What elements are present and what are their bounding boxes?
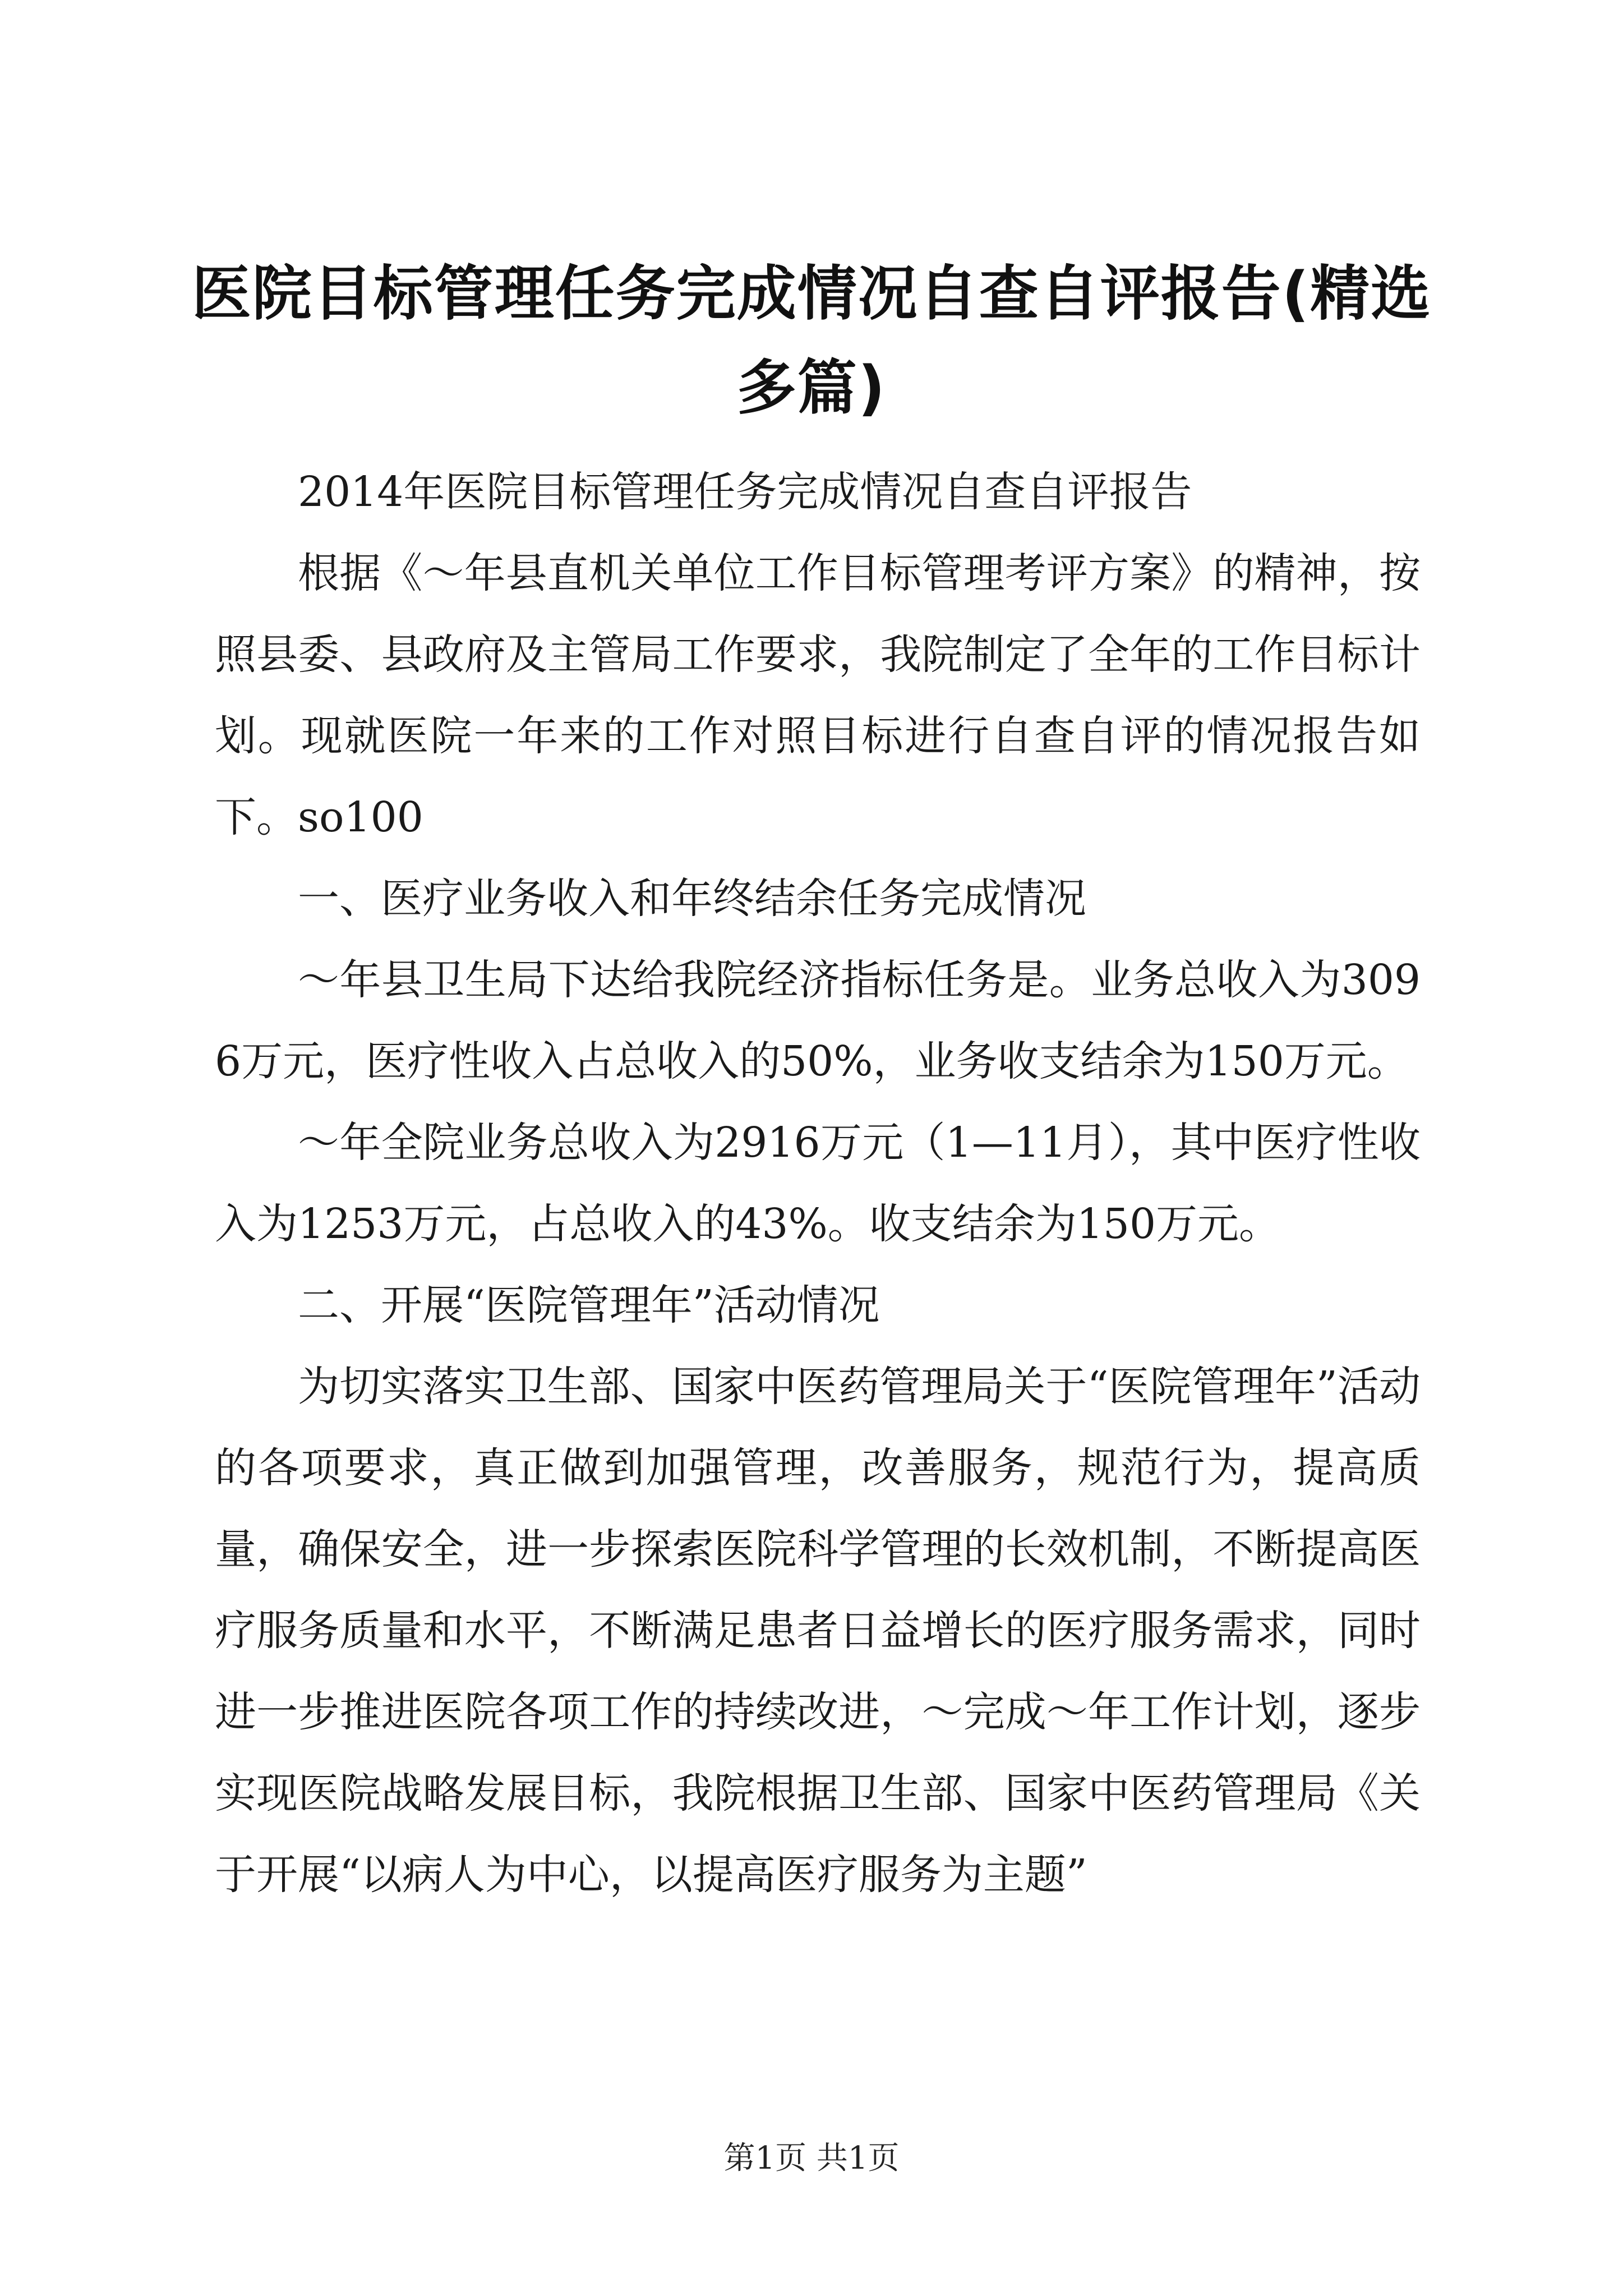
- body-paragraph: 为切实落实卫生部、国家中医药管理局关于“医院管理年”活动的各项要求，真正做到加强管理，改善服务，规范行为，提高质量，确保安全，进一步探索医院科学管理的长效机制，不断提高医疗服务质量和水平，不断满足患者日益增长的医疗服务需求，同时进一步推进医院各项工作的持续改进，～完成～年工作计划，逐步实现医院战略发展目标，我院根据卫生部、国家中医药管理局《关于开展“以病人为中心，以提高医疗服务为主题”: [215, 1363, 1421, 1899]
- body-paragraph: ～年全院业务总收入为2916万元（1—11月），其中医疗性收入为1253万元，占总收入的43%。收支结余为150万元。: [215, 1119, 1421, 1248]
- subtitle-paragraph: 2014年医院目标管理任务完成情况自查自评报告: [298, 468, 1192, 516]
- document-title: 医院目标管理任务完成情况自查自评报告(精选多篇): [191, 259, 1432, 422]
- intro-paragraph: 根据《～年县直机关单位工作目标管理考评方案》的精神，按照县委、县政府及主管局工作要求，我院制定了全年的工作目标计划。现就医院一年来的工作对照目标进行自查自评的情况报告如下。so100: [215, 549, 1421, 841]
- section-heading-2: 二、开展“医院管理年”活动情况: [298, 1281, 880, 1329]
- section-heading-1: 一、医疗业务收入和年终结余任务完成情况: [298, 875, 1086, 923]
- page-number-footer: 第1页 共1页: [723, 2140, 900, 2177]
- body-paragraph: ～年县卫生局下达给我院经济指标任务是。业务总收入为3096万元，医疗性收入占总收入的50%，业务收支结余为150万元。: [215, 956, 1421, 1085]
- document-body: [215, 452, 1421, 1916]
